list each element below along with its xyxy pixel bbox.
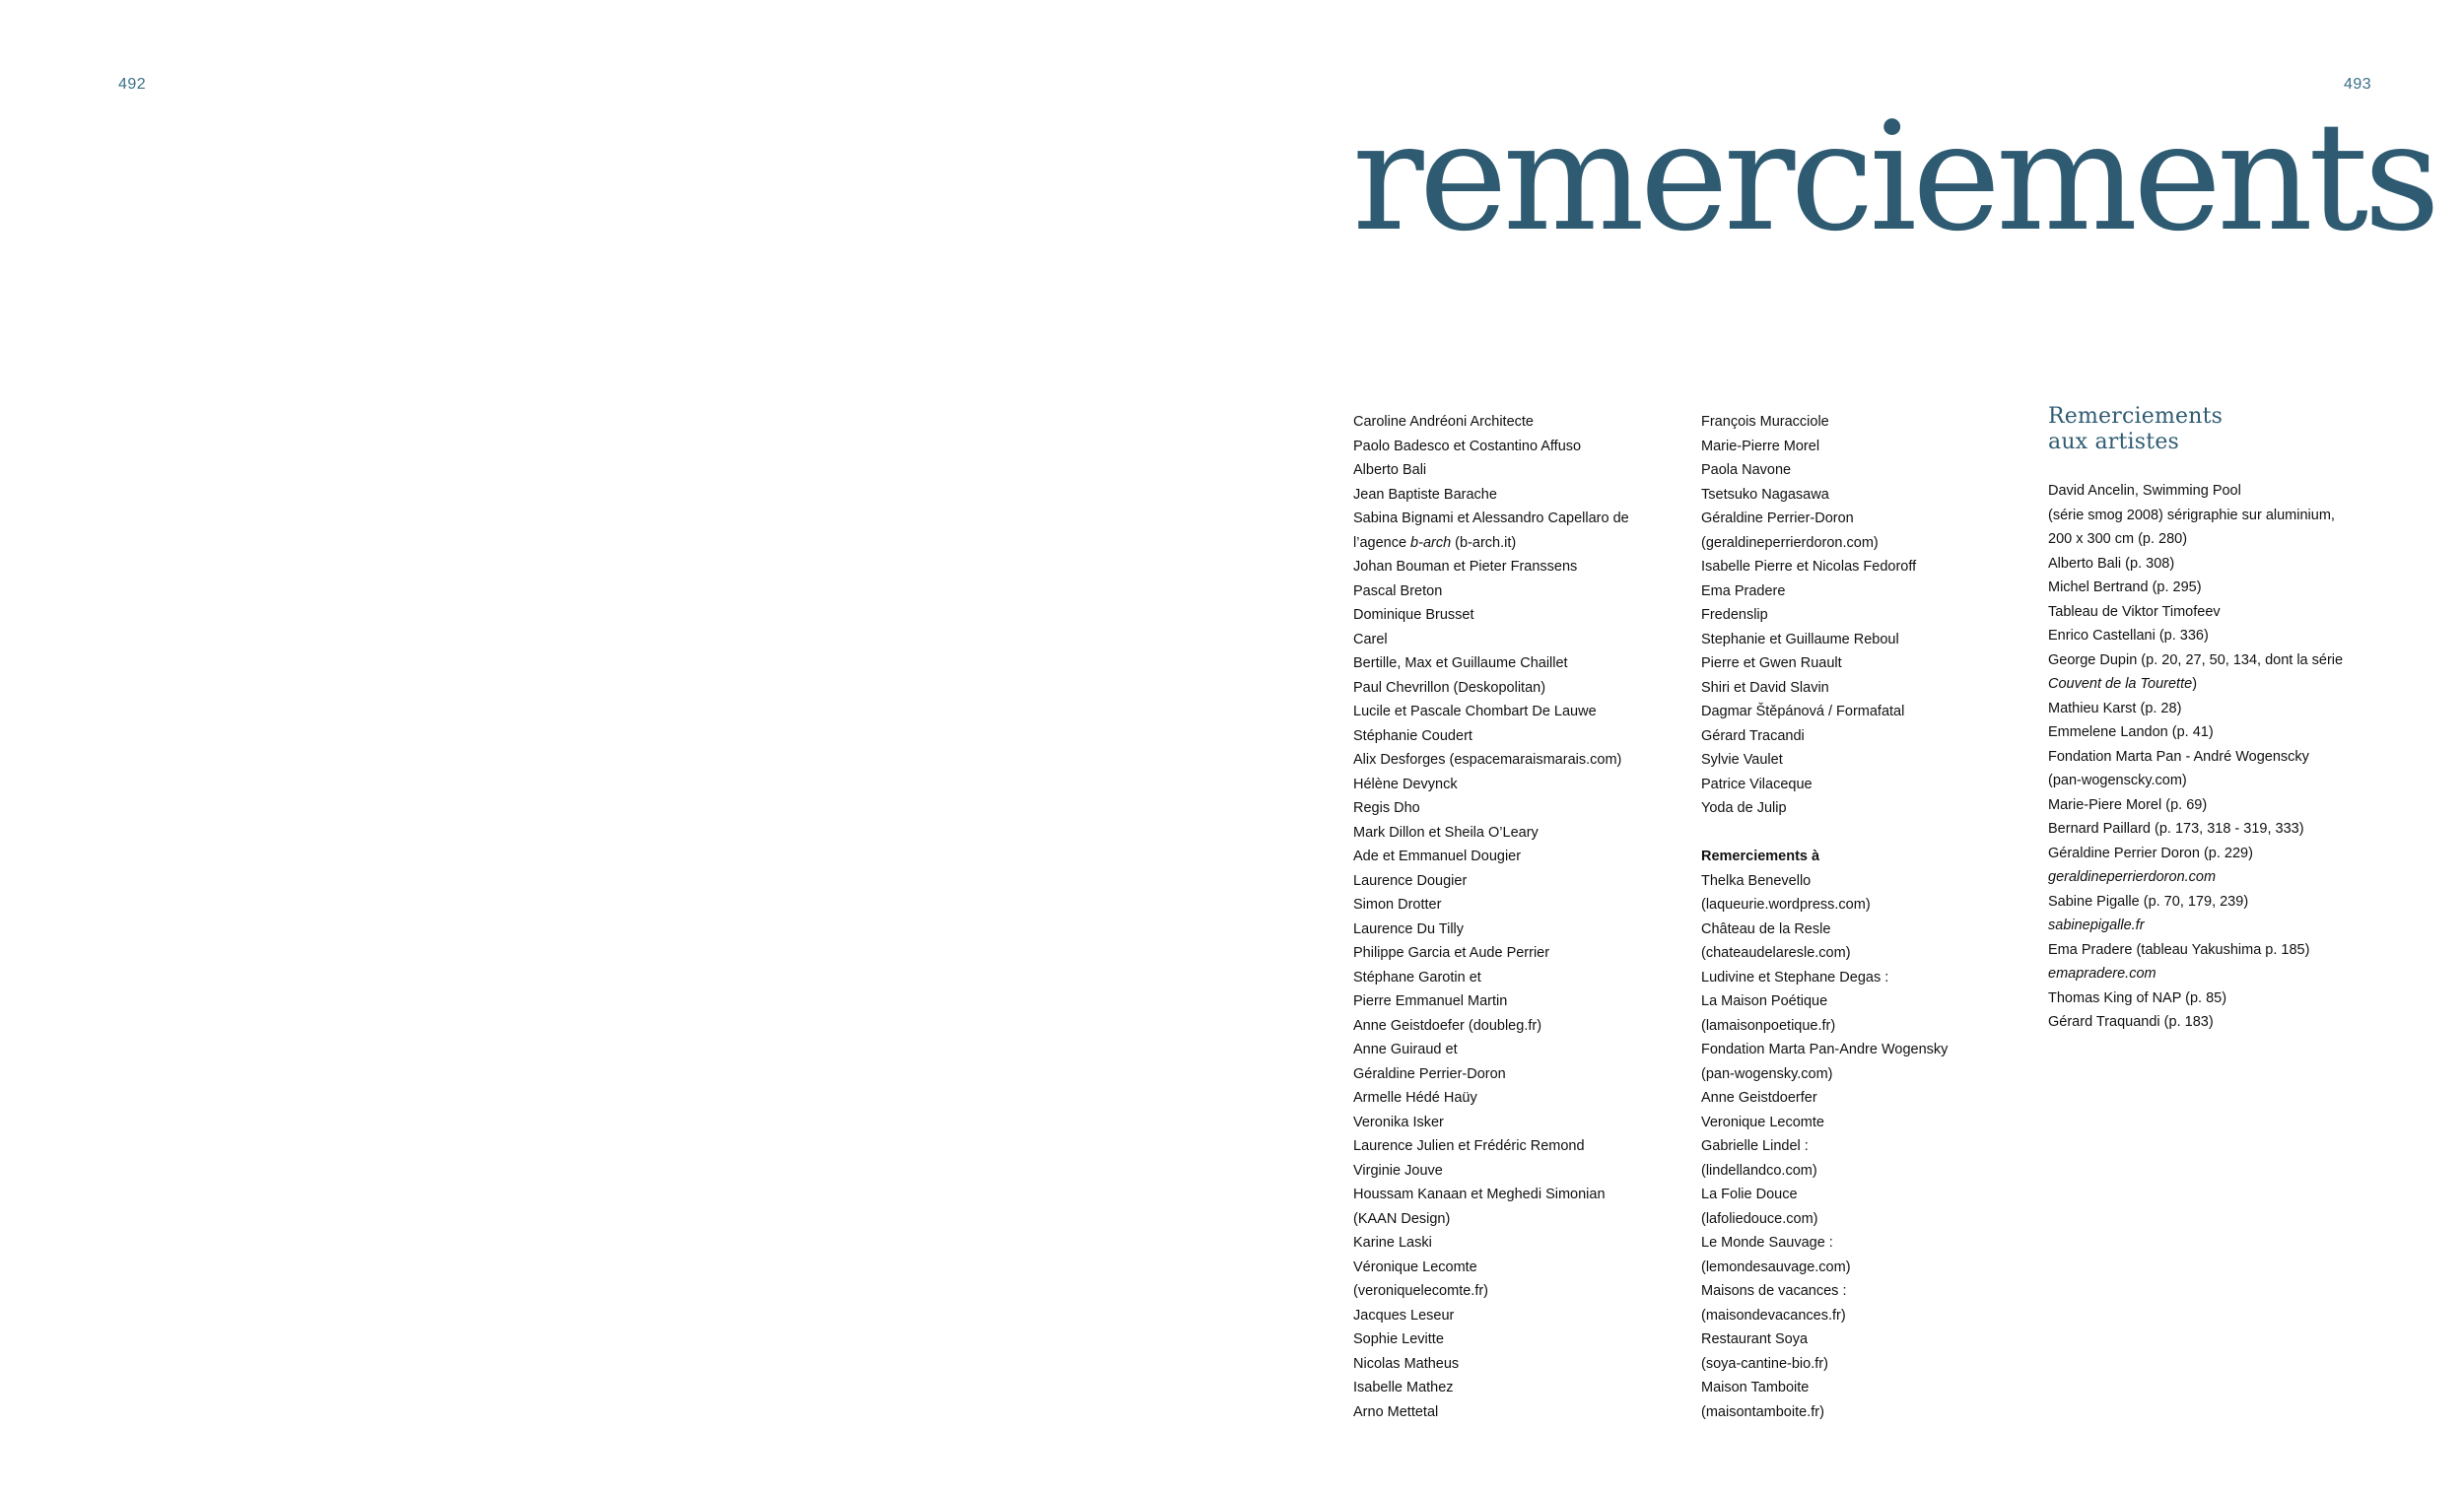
list-item: Laurence Dougier bbox=[1353, 872, 1468, 889]
list-item: Veronique Lecomte bbox=[1701, 1114, 1824, 1130]
list-item: Carel bbox=[1353, 631, 1388, 647]
list-item: La Folie Douce bbox=[1701, 1187, 1798, 1202]
section-heading: Remerciements à bbox=[1701, 849, 1820, 864]
list-item: Ema Pradere bbox=[1701, 582, 1786, 599]
list-item: Alberto Bali bbox=[1353, 462, 1427, 478]
list-item: Jean Baptiste Barache bbox=[1353, 486, 1497, 503]
list-item: Laurence Julien et Frédéric Remond bbox=[1353, 1138, 1585, 1154]
italic-part: b-arch bbox=[1410, 534, 1452, 551]
list-item: Paola Navone bbox=[1701, 462, 1792, 478]
list-item: Ade et Emmanuel Dougier bbox=[1353, 849, 1522, 864]
list-item: Dagmar Štěpánová / Formafatal bbox=[1701, 704, 1905, 719]
list-item: Thelka Benevello bbox=[1701, 872, 1812, 889]
list-item: Gabrielle Lindel : bbox=[1701, 1138, 1809, 1154]
list-item: Véronique Lecomte bbox=[1353, 1258, 1477, 1275]
list-item: Château de la Resle bbox=[1701, 920, 1831, 937]
list-item: Géraldine Perrier Doron (p. 229) bbox=[2048, 845, 2253, 861]
list-item: Sylvie Vaulet bbox=[1701, 752, 1783, 768]
list-item: Gérard Traquandi (p. 183) bbox=[2048, 1014, 2214, 1030]
list-item: Thomas King of NAP (p. 85) bbox=[2048, 989, 2227, 1006]
list-item: Jacques Leseur bbox=[1353, 1307, 1455, 1324]
list-item: Marie-Pierre Morel bbox=[1701, 438, 1820, 454]
list-item: Tsetsuko Nagasawa bbox=[1701, 486, 1829, 503]
list-item: Pierre Emmanuel Martin bbox=[1353, 993, 1508, 1009]
list-item: Caroline Andréoni Architecte bbox=[1353, 414, 1534, 430]
list-item: Maisons de vacances : bbox=[1701, 1283, 1847, 1299]
list-item: Anne Geistdoefer (doubleg.fr) bbox=[1353, 1017, 1542, 1034]
list-item: (laqueurie.wordpress.com) bbox=[1701, 897, 1871, 913]
list-item: emapradere.com bbox=[2048, 966, 2156, 982]
artists-section bbox=[2048, 404, 2403, 1035]
list-item: Yoda de Julip bbox=[1701, 800, 1787, 816]
text-after: ) bbox=[2192, 676, 2198, 692]
list-item: Anne Geistdoerfer bbox=[1701, 1090, 1817, 1106]
list-item: geraldineperrierdoron.com bbox=[2048, 869, 2217, 885]
list-item: Géraldine Perrier-Doron bbox=[1353, 1065, 1506, 1082]
list-item: Le Monde Sauvage : bbox=[1701, 1235, 1833, 1251]
list-item: Paul Chevrillon (Deskopolitan) bbox=[1353, 679, 1546, 696]
list-item: (geraldineperrierdoron.com) bbox=[1701, 534, 1879, 551]
list-item: Maison Tamboite bbox=[1701, 1380, 1810, 1395]
list-item: Karine Laski bbox=[1353, 1235, 1432, 1251]
list-item: Veronika Isker bbox=[1353, 1114, 1444, 1130]
list-item: Michel Bertrand (p. 295) bbox=[2048, 579, 2202, 595]
list-item: Mark Dillon et Sheila O’Leary bbox=[1353, 824, 1539, 841]
list-item: Enrico Castellani (p. 336) bbox=[2048, 628, 2209, 644]
list-item: Isabelle Mathez bbox=[1353, 1380, 1454, 1395]
list-item: Fredenslip bbox=[1701, 607, 1768, 623]
list-item: Restaurant Soya bbox=[1701, 1331, 1809, 1347]
page-title: remerciements bbox=[1352, 90, 2436, 264]
list-item: Nicolas Matheus bbox=[1353, 1355, 1460, 1372]
list-item: Virginie Jouve bbox=[1353, 1162, 1443, 1179]
list-item: Anne Guiraud et bbox=[1353, 1042, 1458, 1057]
list-item: George Dupin (p. 20, 27, 50, 134, dont la série bbox=[2048, 651, 2344, 668]
text-before: l’agence bbox=[1353, 534, 1411, 551]
list-item: 200 x 300 cm (p. 280) bbox=[2048, 531, 2188, 547]
list-item: Stephanie et Guillaume Reboul bbox=[1701, 631, 1899, 647]
list-item: Hélène Devynck bbox=[1353, 776, 1458, 792]
list-item: Johan Bouman et Pieter Franssens bbox=[1353, 559, 1578, 575]
list-item: Géraldine Perrier-Doron bbox=[1701, 510, 1854, 526]
list-item: Ludivine et Stephane Degas : bbox=[1701, 969, 1889, 986]
list-item: (pan-wogensky.com) bbox=[1701, 1065, 1833, 1082]
spacer bbox=[1701, 821, 2031, 846]
acknowledgements-column-2 bbox=[1701, 410, 2031, 1424]
italic-title: Couvent de la Tourette bbox=[2048, 676, 2193, 692]
list-item: Arno Mettetal bbox=[1353, 1403, 1439, 1420]
list-item: (lamaisonpoetique.fr) bbox=[1701, 1017, 1836, 1034]
list-item: Sophie Levitte bbox=[1353, 1331, 1444, 1347]
list-item: Bertille, Max et Guillaume Chaillet bbox=[1353, 655, 1568, 671]
list-item: Gérard Tracandi bbox=[1701, 727, 1805, 744]
text-after: (b-arch.it) bbox=[1451, 534, 1517, 551]
list-item: Philippe Garcia et Aude Perrier bbox=[1353, 945, 1550, 961]
list-item: (maisondevacances.fr) bbox=[1701, 1307, 1846, 1324]
list-item: Ema Pradere (tableau Yakushima p. 185) bbox=[2048, 941, 2310, 958]
list-item: La Maison Poétique bbox=[1701, 993, 1828, 1009]
list-item: (veroniquelecomte.fr) bbox=[1353, 1283, 1488, 1299]
list-item: Fondation Marta Pan-Andre Wogensky bbox=[1701, 1042, 1949, 1057]
list-item: Stéphanie Coudert bbox=[1353, 727, 1472, 744]
page-number-left: 492 bbox=[118, 76, 147, 93]
list-item bbox=[2048, 672, 2403, 697]
list-item: Alberto Bali (p. 308) bbox=[2048, 555, 2175, 572]
list-item: Shiri et David Slavin bbox=[1701, 679, 1829, 696]
list-item: Sabina Bignami et Alessandro Capellaro de bbox=[1353, 510, 1629, 526]
list-item: Marie-Piere Morel (p. 69) bbox=[2048, 796, 2208, 813]
list-item: (lindellandco.com) bbox=[1701, 1162, 1817, 1179]
list-item: Mathieu Karst (p. 28) bbox=[2048, 700, 2182, 716]
list-item: (lemondesauvage.com) bbox=[1701, 1258, 1851, 1275]
list-item: Isabelle Pierre et Nicolas Fedoroff bbox=[1701, 559, 1917, 575]
list-item: Sabine Pigalle (p. 70, 179, 239) bbox=[2048, 893, 2249, 910]
artists-heading-line-2: aux artistes bbox=[2048, 430, 2180, 454]
list-item: Patrice Vilaceque bbox=[1701, 776, 1813, 792]
list-item: Dominique Brusset bbox=[1353, 607, 1474, 623]
list-item: (chateaudelaresle.com) bbox=[1701, 945, 1851, 961]
list-item: (lafoliedouce.com) bbox=[1701, 1210, 1818, 1227]
list-item: Tableau de Viktor Timofeev bbox=[2048, 603, 2221, 620]
artists-heading-line-1: Remerciements bbox=[2048, 404, 2224, 429]
list-item: Bernard Paillard (p. 173, 318 - 319, 333) bbox=[2048, 821, 2304, 837]
list-item: Lucile et Pascale Chombart De Lauwe bbox=[1353, 704, 1597, 719]
acknowledgements-column-1 bbox=[1353, 410, 1683, 1424]
list-item: (soya-cantine-bio.fr) bbox=[1701, 1355, 1828, 1372]
list-item: Regis Dho bbox=[1353, 800, 1420, 816]
list-item: (série smog 2008) sérigraphie sur aluminium, bbox=[2048, 507, 2335, 523]
list-item: François Muracciole bbox=[1701, 414, 1829, 430]
page-number-right: 493 bbox=[2344, 76, 2372, 93]
list-item: (maisontamboite.fr) bbox=[1701, 1403, 1824, 1420]
list-item: Paolo Badesco et Costantino Affuso bbox=[1353, 438, 1582, 454]
list-item: Emmelene Landon (p. 41) bbox=[2048, 724, 2214, 740]
list-item: (pan-wogenscky.com) bbox=[2048, 773, 2187, 788]
artists-list bbox=[2048, 479, 2403, 1035]
list-item: (KAAN Design) bbox=[1353, 1210, 1451, 1227]
list-item: Fondation Marta Pan - André Wogenscky bbox=[2048, 748, 2309, 765]
list-item: sabinepigalle.fr bbox=[2048, 918, 2145, 933]
list-item: David Ancelin, Swimming Pool bbox=[2048, 483, 2241, 499]
list-item: Armelle Hédé Haüy bbox=[1353, 1090, 1477, 1106]
list-item: Houssam Kanaan et Meghedi Simonian bbox=[1353, 1187, 1606, 1202]
list-item: Alix Desforges (espacemaraismarais.com) bbox=[1353, 752, 1622, 768]
list-item: Stéphane Garotin et bbox=[1353, 969, 1481, 986]
list-item: Pascal Breton bbox=[1353, 582, 1443, 599]
artists-heading bbox=[2048, 404, 2403, 455]
list-item: Laurence Du Tilly bbox=[1353, 920, 1465, 937]
list-item: Pierre et Gwen Ruault bbox=[1701, 655, 1842, 671]
list-item bbox=[1353, 531, 1683, 556]
list-item: Simon Drotter bbox=[1353, 897, 1442, 913]
